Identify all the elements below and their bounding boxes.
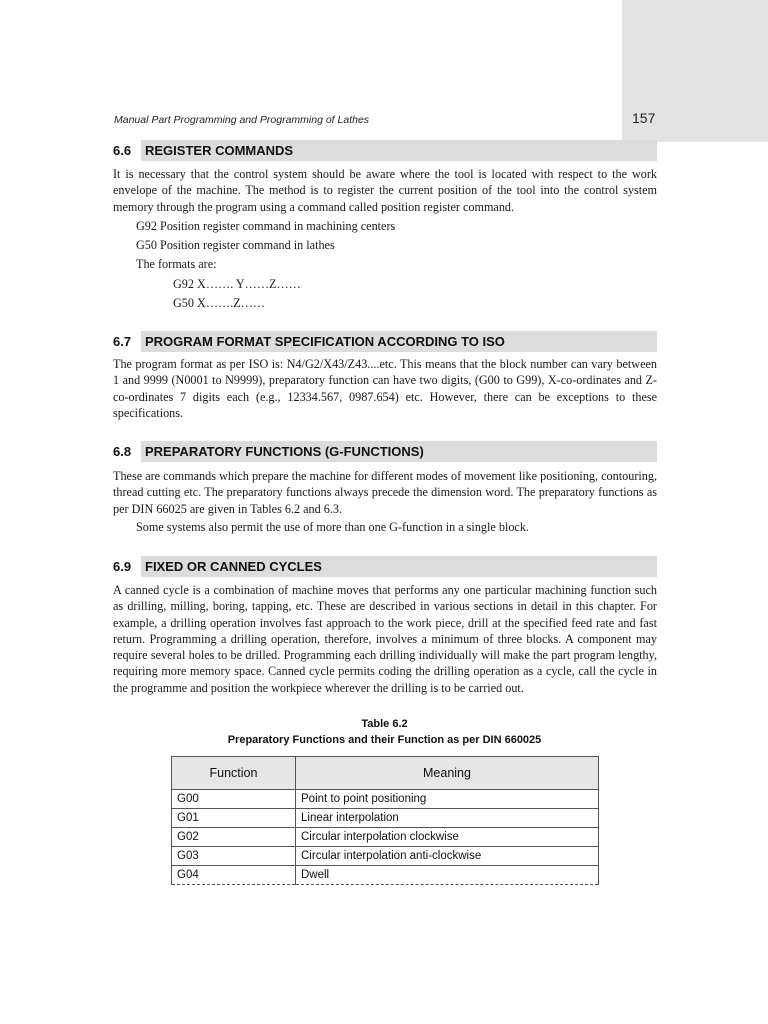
- section-6-8-paragraph-2: Some systems also permit the use of more than one G-function in a single block.: [136, 520, 529, 534]
- meaning-cell: Circular interpolation clockwise: [296, 828, 599, 847]
- section-6-9-paragraph: A canned cycle is a combination of machine moves that performs any one particular machining function such as drilling, milling, boring, tapping, etc. These are described in various sections in detail in this chapter. For example, a drilling operation involves fast approach to the work piece, drill at the specified feed rate and fast return. Programming a drilling operation, therefore, involves a minimum of three blocks. A component may require several holes to be drilled. Programming each drilling individually will make the part program lengthy, requiring more memory space. Canned cycle permits coding the drilling operation as a cycle, call the cycle in the programme and position the workpiece wherever the drilling is to be carried out.: [113, 583, 657, 695]
- table-header-row: [172, 757, 599, 790]
- section-heading-6-7: [112, 331, 657, 352]
- function-cell: G03: [172, 847, 296, 866]
- table-row: [172, 847, 599, 866]
- function-cell: G04: [172, 866, 296, 885]
- running-head: Manual Part Programming and Programming of Lathes: [114, 114, 370, 126]
- section-heading-6-6: [112, 140, 657, 161]
- g92-line: G92 Position register command in machining centers: [136, 219, 396, 233]
- g92-format: G92 X……. Y……Z……: [173, 277, 301, 291]
- meaning-cell: Circular interpolation anti-clockwise: [296, 847, 599, 866]
- meaning-cell: Point to point positioning: [296, 790, 599, 809]
- section-number: 6.6: [113, 143, 132, 158]
- section-title: FIXED OR CANNED CYCLES: [141, 556, 657, 577]
- table-caption: Preparatory Functions and their Function as per DIN 660025: [227, 734, 542, 746]
- section-number: 6.7: [113, 334, 132, 349]
- g50-format: G50 X…….Z……: [173, 296, 266, 310]
- table-row: [172, 809, 599, 828]
- section-title: PROGRAM FORMAT SPECIFICATION ACCORDING TO ISO: [141, 331, 657, 352]
- formats-line: The formats are:: [136, 257, 217, 271]
- table-label: Table 6.2: [361, 718, 408, 730]
- page-number: 157: [632, 110, 656, 126]
- table-row: [172, 828, 599, 847]
- section-heading-6-9: [112, 556, 657, 577]
- table-row: [172, 790, 599, 809]
- g50-line: G50 Position register command in lathes: [136, 238, 335, 252]
- section-title: PREPARATORY FUNCTIONS (G-FUNCTIONS): [141, 441, 657, 462]
- function-cell: G02: [172, 828, 296, 847]
- column-header-meaning: Meaning: [296, 757, 599, 790]
- table-row: [172, 866, 599, 885]
- column-header-function: Function: [172, 757, 296, 790]
- g-function-table: [171, 756, 599, 885]
- section-number: 6.8: [113, 444, 132, 459]
- section-number: 6.9: [113, 559, 132, 574]
- meaning-cell: Dwell: [296, 866, 599, 885]
- function-cell: G00: [172, 790, 296, 809]
- section-title: REGISTER COMMANDS: [141, 140, 657, 161]
- meaning-cell: Linear interpolation: [296, 809, 599, 828]
- section-heading-6-8: [112, 441, 657, 462]
- section-6-6-paragraph: It is necessary that the control system should be aware where the tool is located with respect to the work envelope of the machine. The method is to register the current position of the tool into the control system memory through the program using a command called position register command.: [113, 167, 657, 214]
- function-cell: G01: [172, 809, 296, 828]
- section-6-8-paragraph: These are commands which prepare the machine for different modes of movement like positioning, contouring, thread cutting etc. The preparatory functions always precede the dimension word. The preparatory functions as per DIN 66025 are given in Tables 6.2 and 6.3.: [113, 469, 657, 516]
- section-6-7-paragraph: The program format as per ISO is: N4/G2/X43/Z43....etc. This means that the block number can vary between 1 and 9999 (N0001 to N9999), preparatory function can have two digits, (G00 to G99), X-co-ordinates and Z-co-ordinates 7 digits each (e.g., 12334.567, 0987.654) etc. However, there can be exceptions to these specifications.: [113, 357, 657, 420]
